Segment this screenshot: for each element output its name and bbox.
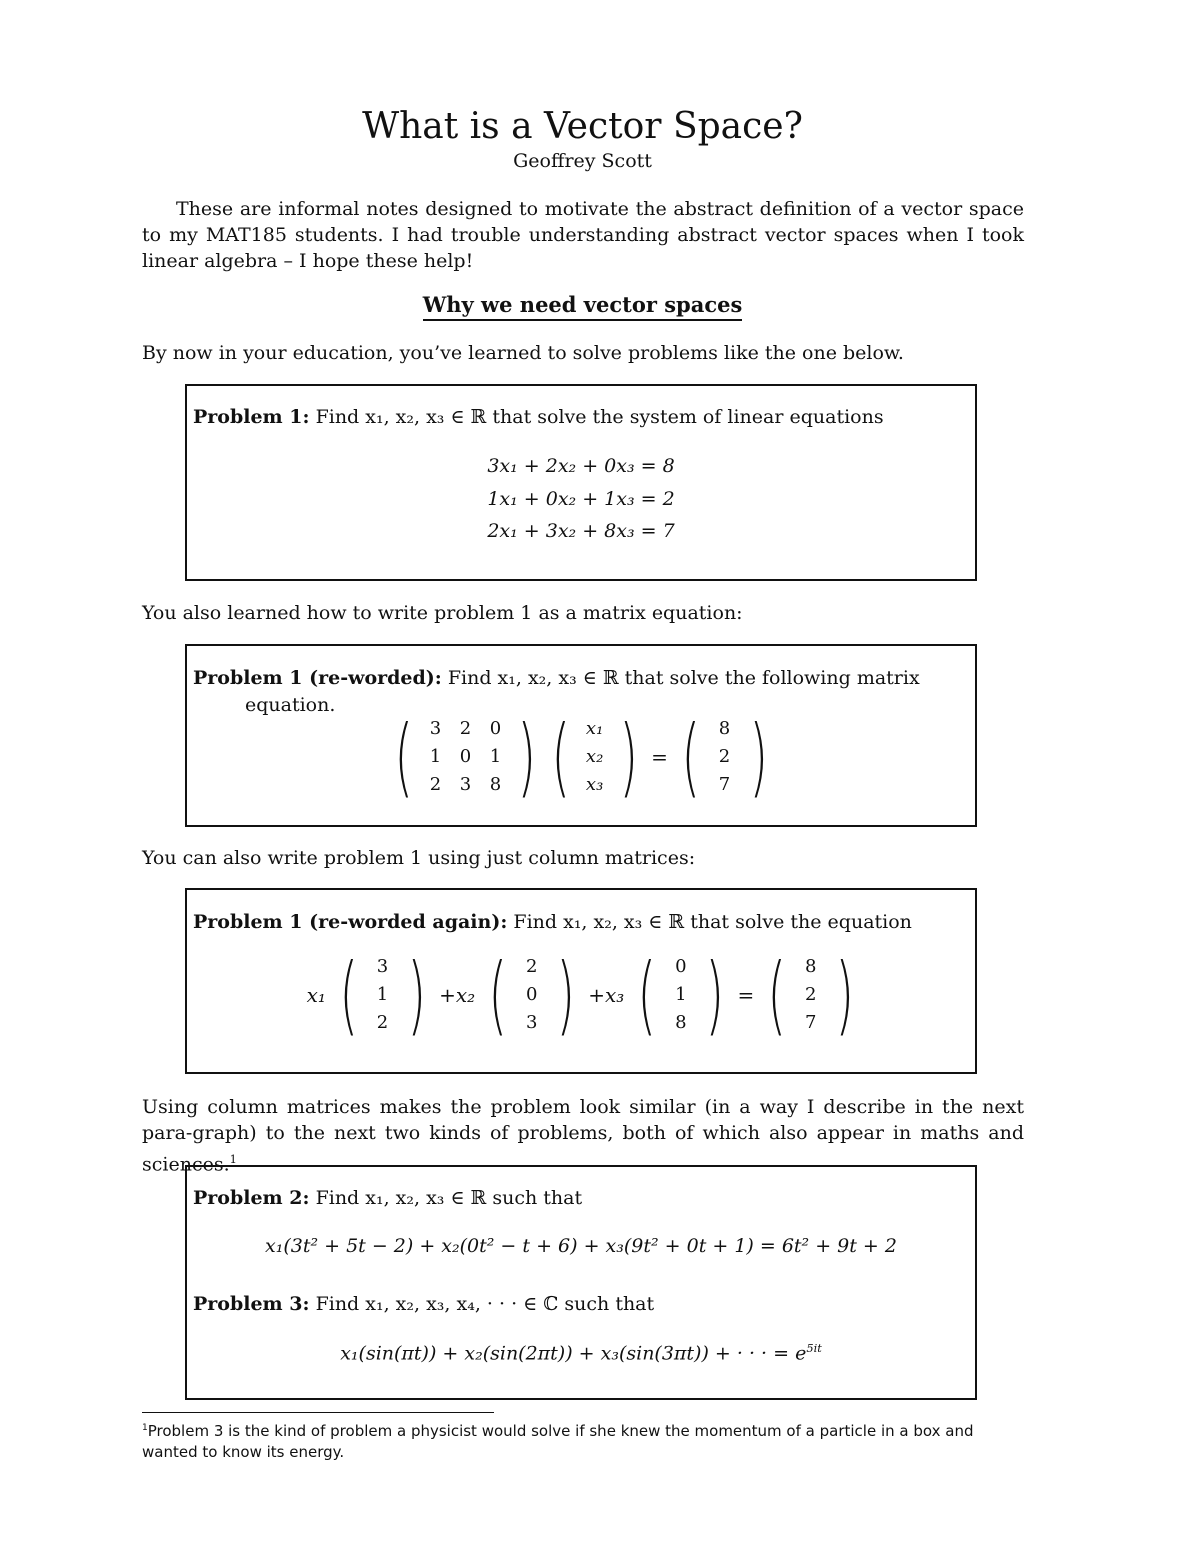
problem-1-reworded-box [185,644,977,827]
equation-system [187,450,975,548]
column-3: ( 0 1 8 ) [637,945,724,1045]
rhs-entry: 2 [718,746,731,767]
paragraph-3: You can also write problem 1 using just column matrices: [142,847,696,869]
section-heading: Why we need vector spaces [0,292,1165,321]
variable-vector: ( x₁ x₂ x₃ ) [551,707,638,807]
problem-1-statement: Problem 1: Find x₁, x₂, x₃ ∈ ℝ that solve the system of linear equations [193,406,884,428]
rhs-entry: 7 [718,774,731,795]
column-entry: 2 [376,1012,389,1033]
footnote: $^1$Problem 3 is the kind of problem a physicist would solve if she knew the momentum of a particle in a box and wanted to know its energy. [142,1422,974,1461]
footnote-mark: 1 [229,1152,237,1166]
equation-1: 3x₁ + 2x₂ + 0x₃ = 8 [487,455,675,477]
equation-2: 1x₁ + 0x₂ + 1x₃ = 2 [487,487,675,510]
rhs-entry: 8 [718,718,731,739]
rhs-vector: ( 8 2 7 ) [681,707,768,807]
problem-1-reworded-again-statement: Problem 1 (re-worded again): Find x₁, x₂, x₃ ∈ ℝ that solve the equation [193,911,912,933]
column-entry: 3 [525,1012,538,1033]
column-entry: 0 [525,984,538,1005]
column-entry: 2 [525,956,538,977]
problem-1-reworded-statement-cont: equation. [245,694,336,716]
variable-entry: x₁ [585,718,604,739]
problem-2-equation: x₁(3t² + 5t − 2) + x₂(0t² − t + 6) + x₃(9t² + 0t + 1) = 6t² + 9t + 2 [265,1235,897,1257]
column-entry: 2 [805,984,817,1005]
coef-x2: +x₂ [439,983,476,1007]
variable-entry: x₂ [585,746,604,767]
matrix-entry: 2 [429,774,442,795]
footnote-rule [142,1412,494,1413]
problem-3-equation: x₁(sin(πt)) + x₂(sin(2πt)) + x₃(sin(3πt)) + · · · = $e^{5it}$ [340,1341,822,1365]
matrix-entry: 2 [459,718,472,739]
matrix-entry: 0 [489,718,502,739]
problem-1-reworded-statement: Problem 1 (re-worded): Find x₁, x₂, x₃ ∈ ℝ that solve the following matrix [193,667,920,689]
matrix-entry: 1 [489,746,502,767]
coef-x1: x₁ [306,983,326,1007]
variable-entry: x₃ [585,774,604,795]
coef-x3: +x₃ [588,983,625,1007]
column-entry: 0 [675,956,687,977]
column-1: ( 3 1 2 ) [339,945,426,1045]
author: Geoffrey Scott [513,150,652,172]
matrix-entry: 1 [429,746,442,767]
matrix-entry: 3 [459,774,472,795]
matrix-entry: 3 [429,718,442,739]
equation-3: 2x₁ + 3x₂ + 8x₃ = 7 [487,520,675,542]
column-entry: 7 [805,1012,817,1033]
column-entry: 8 [805,956,817,977]
page-title: What is a Vector Space? [362,106,803,147]
matrix-entry: 8 [489,774,502,795]
column-equation [187,945,975,1045]
paragraph-2: You also learned how to write problem 1 as a matrix equation: [142,602,743,624]
problem-3-statement: Problem 3: Find x₁, x₂, x₃, x₄, · · · ∈ ℂ such that [193,1293,655,1315]
column-entry: 1 [376,984,389,1005]
problem-2-statement: Problem 2: Find x₁, x₂, x₃ ∈ ℝ such that [193,1187,583,1209]
paragraph-1: By now in your education, you’ve learned to solve problems like the one below. [142,342,904,364]
column-entry: 3 [376,956,389,977]
paragraph-4: Using column matrices makes the problem look similar (in a way I describe in the next para-graph) to the next two kinds of problems, both of which also appear in maths and sciences.$^1$ [142,1096,1024,1176]
coefficient-matrix: ( 3 2 0 1 0 1 2 3 8 ) [394,707,537,807]
column-entry: 1 [675,984,687,1005]
equals-sign: = [737,983,755,1007]
column-2: ( 2 0 3 ) [488,945,575,1045]
matrix-equation [187,707,975,807]
problem-1-box [185,384,977,581]
matrix-entry: 0 [459,746,472,767]
equals-sign: = [651,745,668,769]
problem-2-3-box [185,1165,977,1400]
column-entry: 8 [675,1012,687,1033]
intro-paragraph: These are informal notes designed to motivate the abstract definition of a vector space to my MAT185 students. I had trouble understanding abstract vector spaces when I took linear algebra – I hope these help! [142,198,1024,272]
problem-1-reworded-again-box [185,888,977,1074]
column-rhs: ( 8 2 7 ) [767,945,854,1045]
